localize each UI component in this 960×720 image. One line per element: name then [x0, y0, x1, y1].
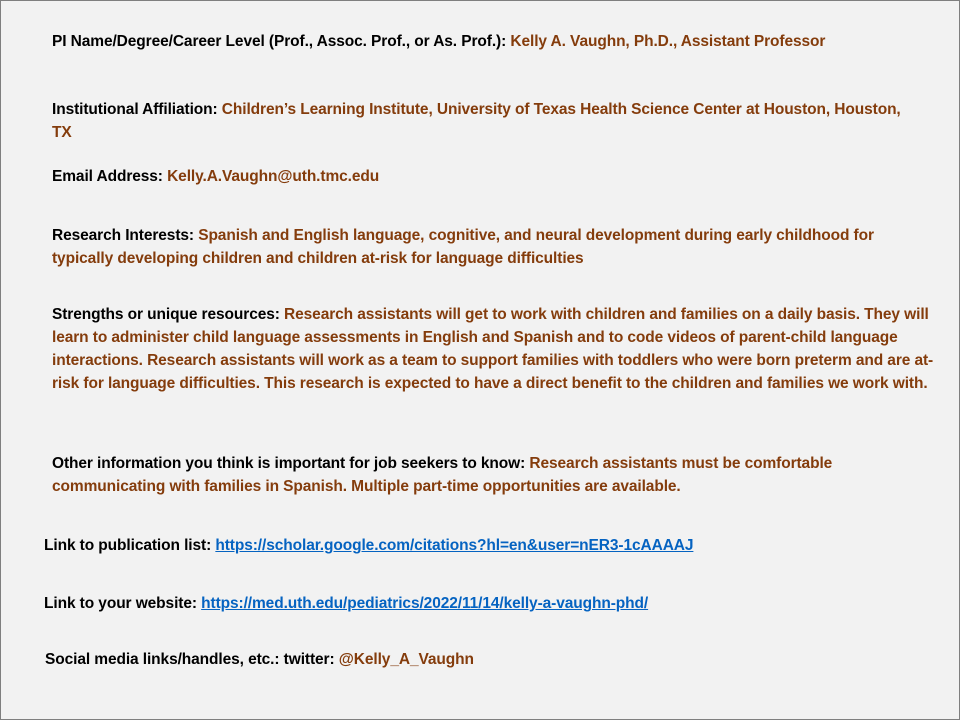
website-label: Link to your website: — [44, 595, 197, 612]
affiliation-field — [52, 98, 902, 144]
other-info-value: Research assistants must be comfortable communicating with families in Spanish. Multiple part-time opportunities are available. — [52, 455, 833, 495]
pi-value: Kelly A. Vaughn, Ph.D., Assistant Professor — [510, 33, 826, 50]
research-interests-value: Spanish and English language, cognitive, and neural development during early childhood for typically developing children and children at-risk for language difficulties — [52, 227, 874, 267]
social-media-prefix: twitter: — [283, 651, 335, 668]
website-link[interactable]: https://med.uth.edu/pediatrics/2022/11/14/kelly-a-vaughn-phd/ — [201, 595, 649, 612]
other-info-field — [52, 452, 912, 498]
publication-list-label: Link to publication list: — [44, 537, 212, 554]
strengths-field — [52, 303, 952, 395]
strengths-value: Research assistants will get to work with children and families on a daily basis. They will learn to administer child language assessments in English and Spanish and to code videos of parent-child language interactions. Research assistants will work as a team to support families with toddlers who were born preterm and are at-risk for language difficulties. This research is expected to have a direct benefit to the children and families we work with. — [52, 306, 934, 392]
twitter-handle: @Kelly_A_Vaughn — [338, 651, 474, 668]
email-field — [52, 165, 942, 188]
research-interests-label: Research Interests: — [52, 227, 194, 244]
social-media-field — [45, 648, 935, 671]
email-value: Kelly.A.Vaughn@uth.tmc.edu — [167, 168, 380, 185]
strengths-label: Strengths or unique resources: — [52, 306, 280, 323]
research-interests-field — [52, 224, 932, 270]
pi-field — [52, 30, 942, 53]
pi-label: PI Name/Degree/Career Level (Prof., Assoc. Prof., or As. Prof.): — [52, 33, 507, 50]
affiliation-label: Institutional Affiliation: — [52, 101, 218, 118]
publication-list-field — [44, 534, 934, 557]
email-label: Email Address: — [52, 168, 163, 185]
publication-list-link[interactable]: https://scholar.google.com/citations?hl=en&user=nER3-1cAAAAJ — [215, 537, 694, 554]
affiliation-value: Children’s Learning Institute, University of Texas Health Science Center at Houston, Houston, TX — [52, 101, 901, 141]
social-media-label: Social media links/handles, etc.: — [45, 651, 280, 668]
website-field — [44, 592, 934, 615]
other-info-label: Other information you think is important for job seekers to know: — [52, 455, 526, 472]
